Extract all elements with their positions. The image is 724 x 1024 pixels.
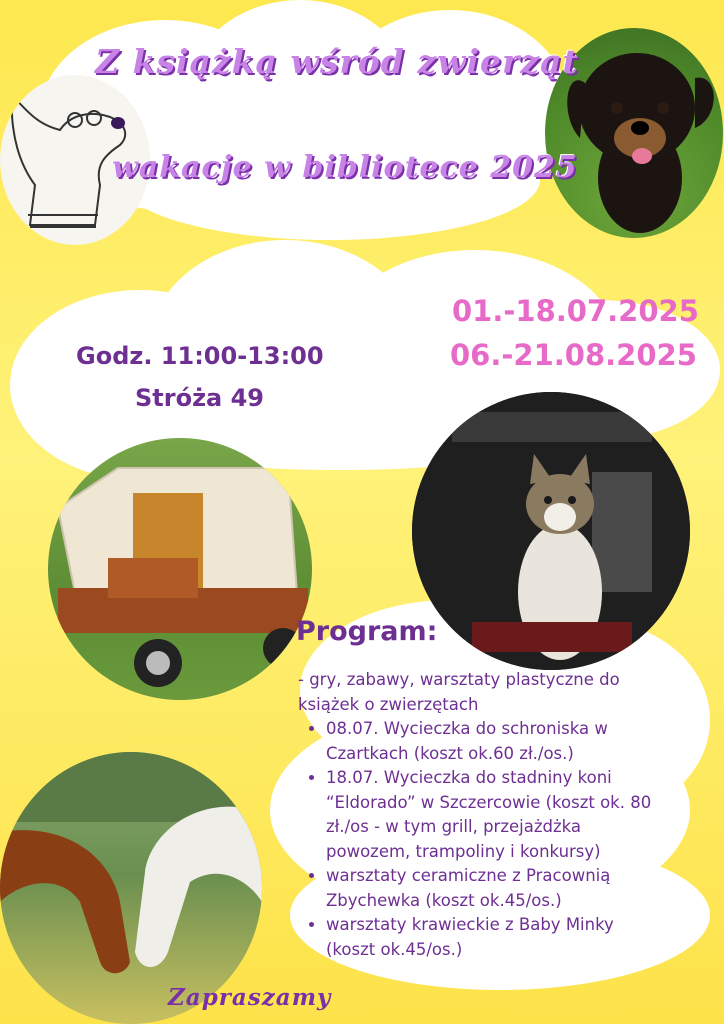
date-range-august: 06.-21.08.2025 — [450, 338, 697, 372]
program-intro: - gry, zabawy, warsztaty plastyczne do książek o zwierzętach — [298, 670, 620, 714]
program-heading: Program: — [296, 616, 438, 647]
date-range-july: 01.-18.07.2025 — [452, 294, 699, 328]
program-items — [298, 717, 658, 962]
program-list — [298, 668, 658, 962]
program-item: • warsztaty krawieckie z Baby Minky (koszt ok.45/os.) — [326, 913, 658, 962]
closing-invitation: Zapraszamy — [168, 984, 332, 1011]
cat-photo — [412, 392, 690, 670]
carriage-photo — [48, 438, 312, 700]
poster-subtitle: wakacje w bibliotece 2025 — [112, 150, 578, 185]
opening-hours: Godz. 11:00-13:00 — [76, 342, 324, 370]
poster-title: Z książką wśród zwierząt — [95, 42, 579, 81]
address: Stróża 49 — [135, 384, 264, 412]
program-item: • 18.07. Wycieczka do stadniny koni “Eldorado” w Szczercowie (koszt ok. 80 zł./os - w tym grill, przejażdżka powozem, trampoliny i konkursy) — [326, 766, 658, 864]
program-item: • warsztaty ceramiczne z Pracownią Zbychewka (koszt ok.45/os.) — [326, 864, 658, 913]
program-item: • 08.07. Wycieczka do schroniska w Czartkach (koszt ok.60 zł./os.) — [326, 717, 658, 766]
